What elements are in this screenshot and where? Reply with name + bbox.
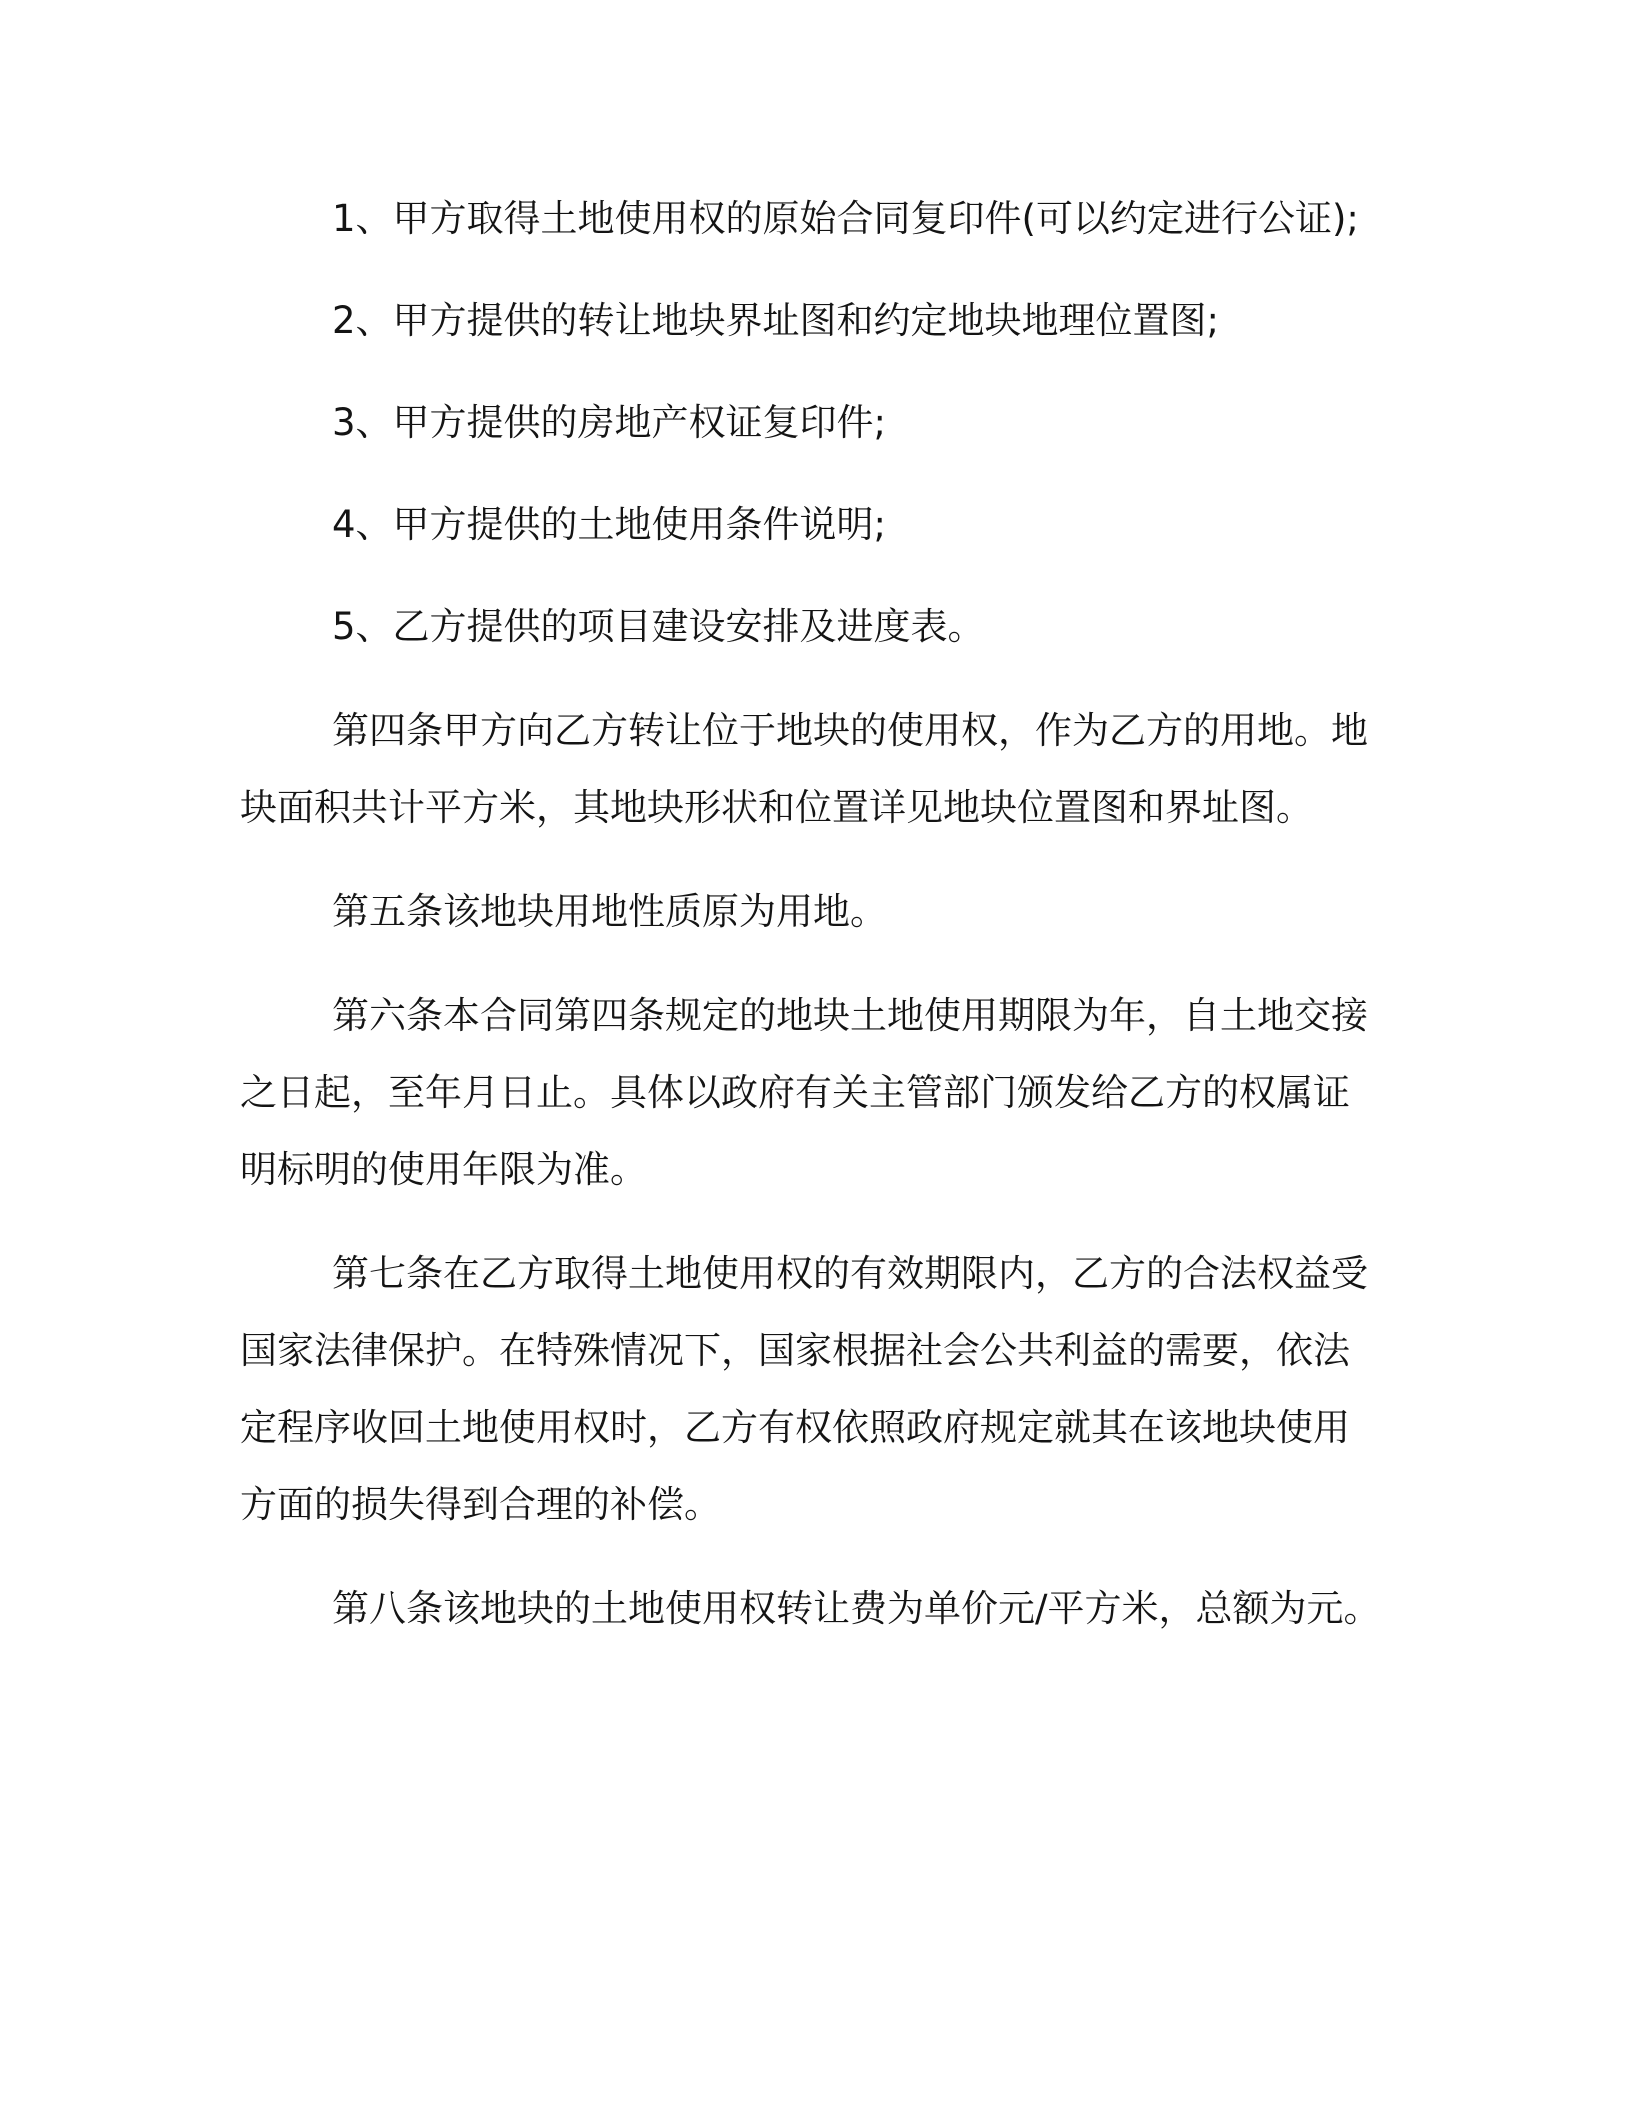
article-7-line-3: 定程序收回土地使用权时，乙方有权依照政府规定就其在该地块使用: [240, 1406, 1350, 1449]
article-6-line-1: 第六条本合同第四条规定的地块土地使用期限为年，自土地交接: [332, 994, 1368, 1037]
article-7-line-2: 国家法律保护。在特殊情况下，国家根据社会公共利益的需要，依法: [240, 1329, 1350, 1372]
article-5-line-1: 第五条该地块用地性质原为用地。: [332, 890, 887, 933]
article-4-line-2: 块面积共计平方米，其地块形状和位置详见地块位置图和界址图。: [240, 786, 1313, 829]
attachment-item-2: 2、甲方提供的转让地块界址图和约定地块地理位置图;: [332, 299, 1220, 342]
attachment-item-3: 3、甲方提供的房地产权证复印件;: [332, 401, 887, 444]
article-8-line-1: 第八条该地块的土地使用权转让费为单价元/平方米，总额为元。: [332, 1587, 1381, 1630]
article-6-line-3: 明标明的使用年限为准。: [240, 1148, 647, 1191]
attachment-item-5: 5、乙方提供的项目建设安排及进度表。: [332, 605, 985, 648]
article-6-line-2: 之日起，至年月日止。具体以政府有关主管部门颁发给乙方的权属证: [240, 1071, 1350, 1114]
article-7-line-1: 第七条在乙方取得土地使用权的有效期限内，乙方的合法权益受: [332, 1252, 1368, 1295]
attachment-item-1: 1、甲方取得土地使用权的原始合同复印件(可以约定进行公证);: [332, 197, 1359, 240]
article-4-line-1: 第四条甲方向乙方转让位于地块的使用权，作为乙方的用地。地: [332, 709, 1368, 752]
attachment-item-4: 4、甲方提供的土地使用条件说明;: [332, 503, 887, 546]
article-7-line-4: 方面的损失得到合理的补偿。: [240, 1483, 721, 1526]
